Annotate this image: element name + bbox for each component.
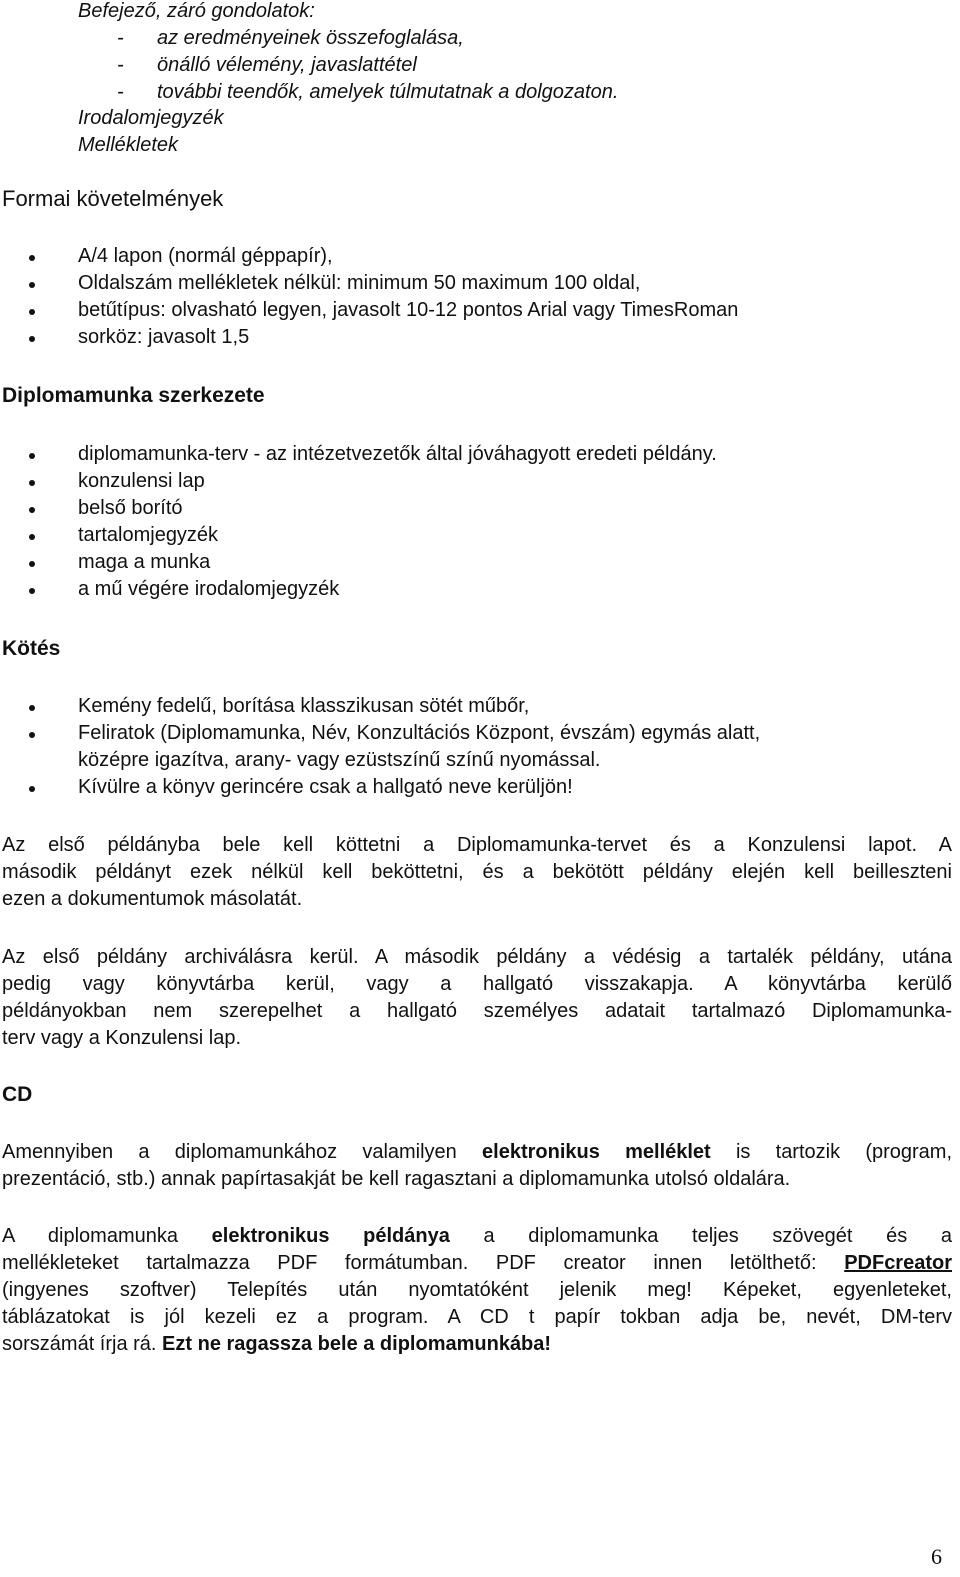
list-item-text: diplomamunka-terv - az intézetvezetők által jóváhagyott eredeti példány. — [78, 443, 717, 465]
section-heading-cd: CD — [2, 1083, 33, 1106]
list-item-text: belső borító — [78, 497, 183, 519]
paragraph-line: terv vagy a Konzulensi lap. — [2, 1027, 242, 1049]
list-item-text: Feliratok (Diplomamunka, Név, Konzultációs Központ, évszám) egymás alatt, — [78, 722, 761, 744]
bullet-icon — [29, 732, 35, 738]
list-item-text: középre igazítva, arany- vagy ezüstszínű színű nyomással. — [78, 749, 601, 771]
bullet-icon — [29, 336, 35, 342]
section-heading-binding: Kötés — [2, 637, 61, 660]
list-item-text: a mű végére irodalomjegyzék — [78, 578, 340, 600]
paragraph — [2, 1223, 952, 1358]
list-item-text: konzulensi lap — [78, 470, 205, 492]
bullet-icon — [29, 255, 35, 261]
list-item-text: betűtípus: olvasható legyen, javasolt 10-12 pontos Arial vagy TimesRoman — [78, 299, 739, 321]
paragraph-line: ezen a dokumentumok másolatát. — [2, 888, 303, 910]
closing-heading: Befejező, záró gondolatok: — [78, 0, 315, 22]
bold-text: Ezt ne ragassza bele a diplomamunkába! — [162, 1333, 552, 1355]
list-item-text: további teendők, amelyek túlmutatnak a dolgozaton. — [157, 81, 619, 103]
paragraph-line — [2, 1331, 952, 1358]
paragraph-line: Az első példányba bele kell köttetni a Diplomamunka-tervet és a Konzulensi lapot. A — [2, 834, 952, 856]
bibliography-label: Irodalomjegyzék — [78, 107, 224, 129]
paragraph-line: példányokban nem szerepelhet a hallgató személyes adatait tartalmazó Diplomamunka- — [2, 1000, 952, 1022]
bullet-icon — [29, 561, 35, 567]
text-run: mellékleteket tartalmazza PDF formátumban. PDF creator innen letölthető: — [2, 1252, 845, 1274]
paragraph-line: második példányt ezek nélkül kell beköttetni, és a bekötött példány elején kell beilleszteni — [2, 861, 952, 883]
paragraph-line: (ingyenes szoftver) Telepítés után nyomtatóként jelenik meg! Képeket, egyenleteket, — [2, 1279, 952, 1301]
dash-marker: - — [117, 54, 124, 76]
paragraph — [2, 944, 952, 1052]
bullet-icon — [29, 588, 35, 594]
paragraph-line — [2, 1250, 952, 1277]
list-item-text: maga a munka — [78, 551, 211, 573]
bullet-icon — [29, 534, 35, 540]
text-run: Amennyiben a diplomamunkához valamilyen — [2, 1141, 483, 1163]
appendices-label: Mellékletek — [78, 134, 179, 156]
dash-marker: - — [117, 81, 124, 103]
paragraph — [2, 1139, 952, 1193]
bullet-icon — [29, 453, 35, 459]
bold-text: elektronikus példánya — [211, 1225, 450, 1247]
list-item-text: Kemény fedelű, borítása klasszikusan sötét műbőr, — [78, 695, 530, 717]
paragraph-line: táblázatokat is jól kezeli ez a program. A CD t papír tokban adja be, nevét, DM-terv — [2, 1306, 952, 1328]
text-run: is tartozik (program, — [710, 1141, 953, 1163]
paragraph-line: pedig vagy könyvtárba kerül, vagy a hallgató visszakapja. A könyvtárba kerülő — [2, 973, 952, 995]
text-run: sorszámát írja rá. — [2, 1333, 163, 1355]
dash-marker: - — [117, 27, 124, 49]
paragraph — [2, 832, 952, 913]
text-run: A diplomamunka — [2, 1225, 212, 1247]
bullet-icon — [29, 705, 35, 711]
paragraph-line: prezentáció, stb.) annak papírtasakját be kell ragasztani a diplomamunka utolsó oldalára. — [2, 1168, 791, 1190]
bullet-icon — [29, 786, 35, 792]
text-run: a diplomamunka teljes szövegét és a — [449, 1225, 952, 1247]
list-item-text: Kívülre a könyv gerincére csak a hallgató neve kerüljön! — [78, 776, 573, 798]
bullet-icon — [29, 480, 35, 486]
bullet-icon — [29, 282, 35, 288]
bullet-icon — [29, 309, 35, 315]
paragraph-line — [2, 1223, 952, 1250]
list-item-text: sorköz: javasolt 1,5 — [78, 326, 250, 348]
list-item-text: A/4 lapon (normál géppapír), — [78, 245, 333, 267]
list-item-text: Oldalszám mellékletek nélkül: minimum 50 maximum 100 oldal, — [78, 272, 641, 294]
pdfcreator-link[interactable]: PDFcreator — [844, 1252, 952, 1274]
paragraph-line: Az első példány archiválásra kerül. A második példány a védésig a tartalék példány, utána — [2, 946, 952, 968]
paragraph-line — [2, 1139, 952, 1166]
bold-text: elektronikus melléklet — [482, 1141, 711, 1163]
list-item-text: az eredményeinek összefoglalása, — [157, 27, 464, 49]
bullet-icon — [29, 507, 35, 513]
section-heading-formal: Formai követelmények — [2, 186, 224, 211]
section-heading-structure: Diplomamunka szerkezete — [2, 384, 265, 407]
list-item-text: önálló vélemény, javaslattétel — [157, 54, 417, 76]
list-item-text: tartalomjegyzék — [78, 524, 219, 546]
page-number: 6 — [931, 1544, 942, 1569]
